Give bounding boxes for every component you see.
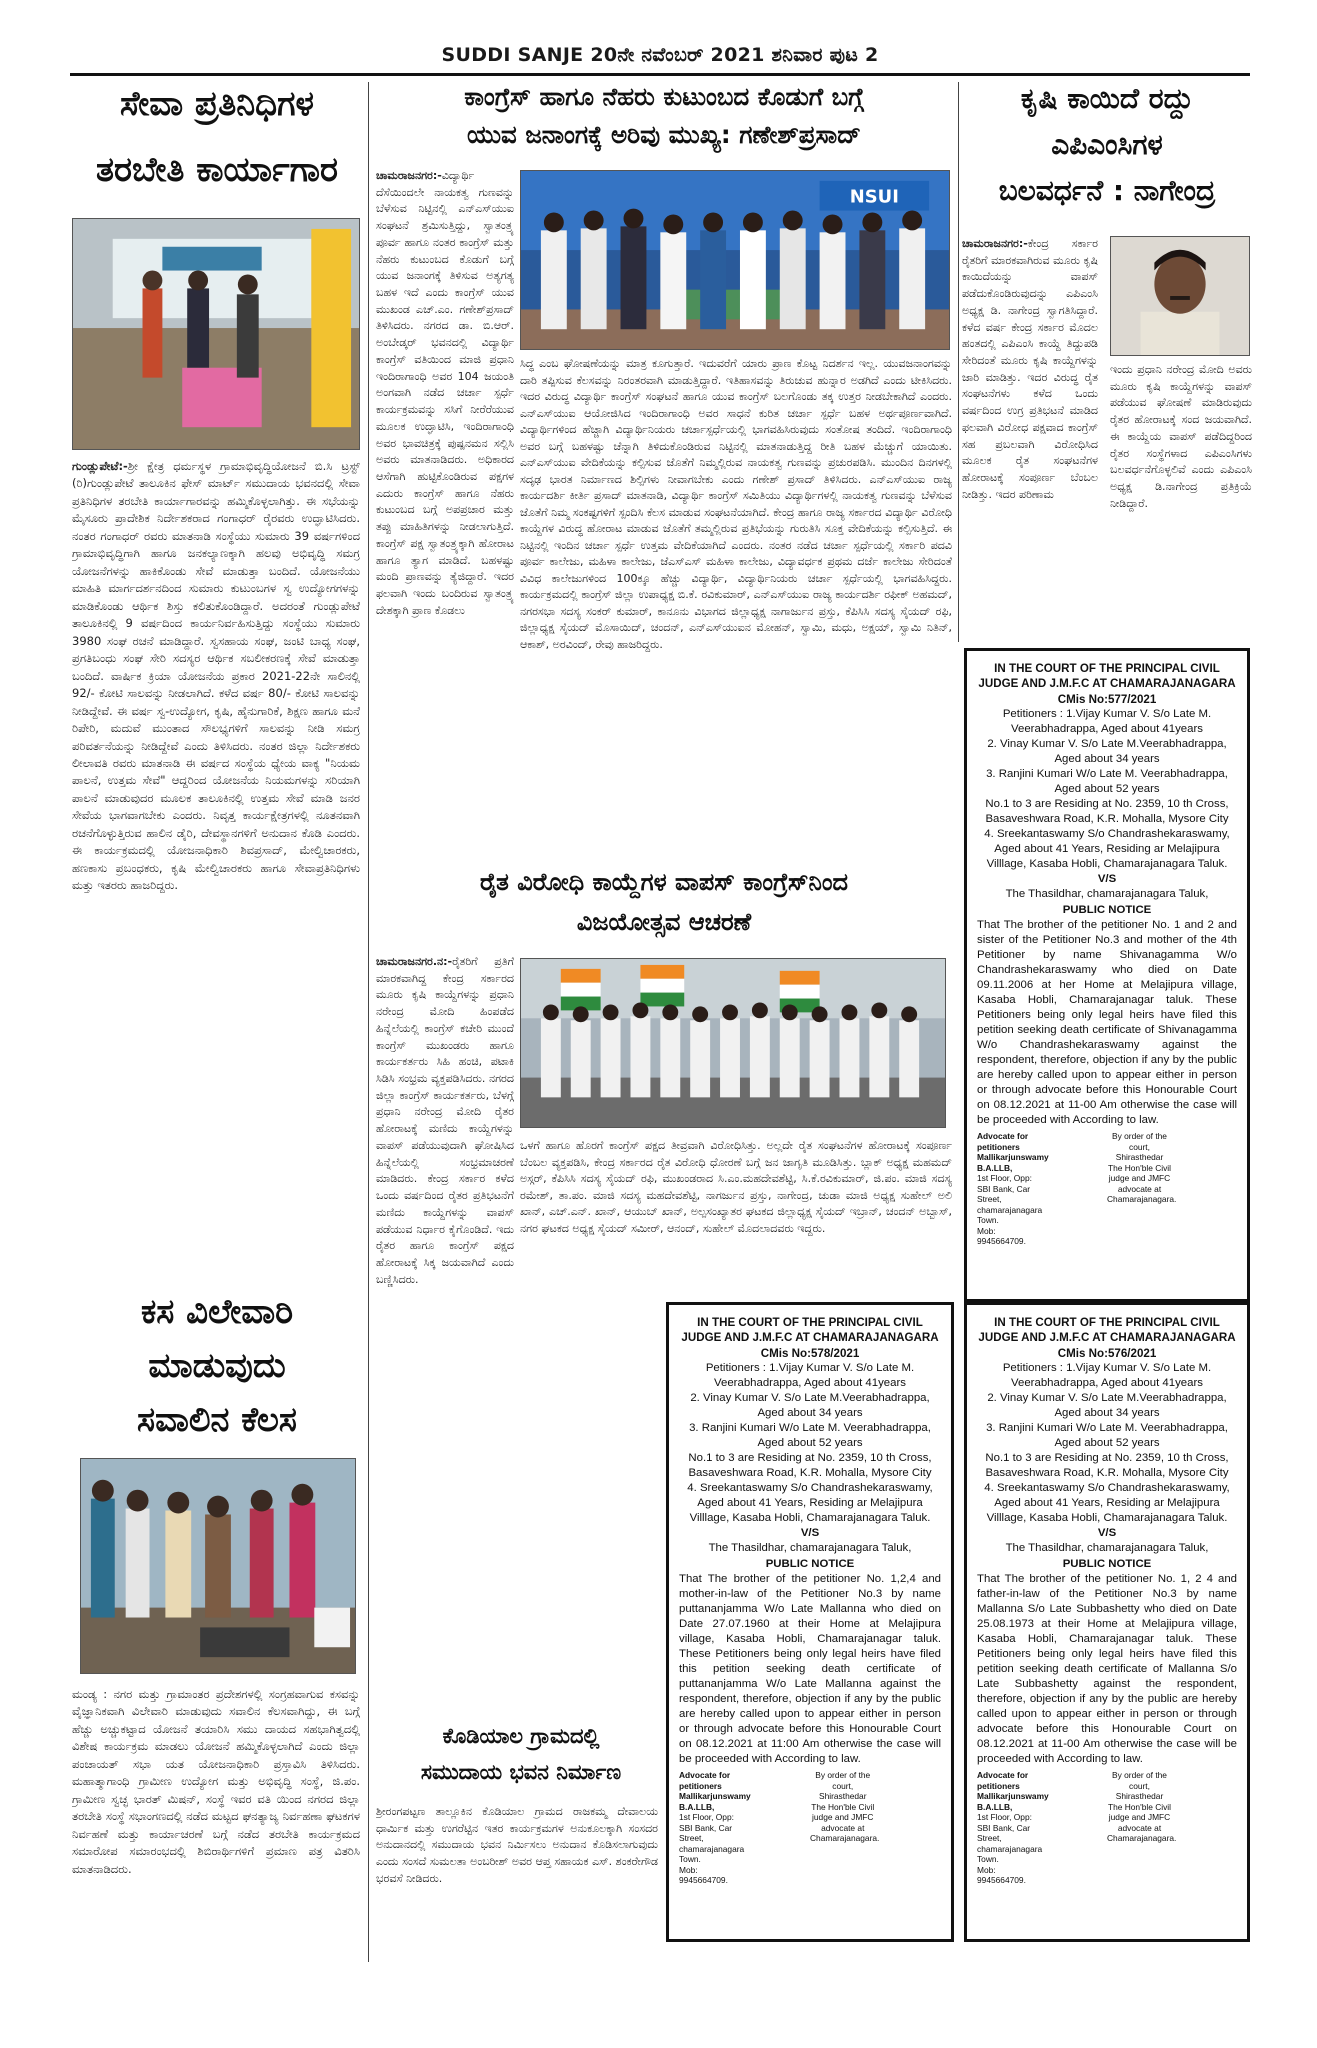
masthead-rule bbox=[70, 73, 1250, 76]
notice-petitioner-1: 1.Vijay Kumar V. S/o Late M. Veerabhadrappa, Aged about 41years bbox=[714, 1361, 915, 1389]
krishi-headline-line2: ಎಪಿಎಂಸಿಗಳ bbox=[1051, 128, 1163, 161]
kasa-photo bbox=[80, 1458, 356, 1674]
notice-petitioners-label: Petitioners : bbox=[1002, 707, 1063, 720]
notice-order-desc: The Hon'ble Civil judge and JMFC advocate at Chamarajanagara. bbox=[1107, 1801, 1177, 1844]
nsui-photo bbox=[520, 170, 950, 350]
notice-advocate-label: Advocate for petitioners bbox=[977, 1131, 1029, 1152]
kasa-body bbox=[72, 1686, 360, 1932]
notice-order-desc: The Hon'ble Civil judge and JMFC advocate at Chamarajanagara. bbox=[1107, 1162, 1177, 1205]
column-divider bbox=[368, 82, 369, 1962]
notice-case-number: CMis No:577/2021 bbox=[1057, 692, 1157, 706]
notice-order-label: By order of the court, bbox=[1112, 1770, 1167, 1791]
notice-address: No.1 to 3 are Residing at No. 2359, 10 th Cross, Basaveshwara Road, K.R. Mohalla, Mysore City bbox=[688, 1452, 932, 1480]
notice-advocate-name: Mallikarjunswamy B.A.LLB, bbox=[679, 1791, 751, 1812]
seva-dateline: ಗುಂಡ್ಲುಪೇಟೆ:- bbox=[72, 459, 128, 473]
notice-petitioner-2: 2. Vinay Kumar V. S/o Late M.Veerabhadrappa, Aged about 34 years bbox=[987, 1391, 1227, 1420]
raitha-headline-line1: ರೈತ ವಿರೋಧಿ ಕಾಯ್ದೆಗಳ ವಾಪಸ್ ಕಾಂಗ್ರೆಸ್‌ನಿಂದ bbox=[480, 868, 848, 896]
notice-respondent: The Thasildhar, chamarajanagara Taluk, bbox=[1005, 888, 1209, 901]
seva-headline-line2: ತರಬೇತಿ ಕಾರ್ಯಾಗಾರ bbox=[96, 150, 338, 190]
nagendra-portrait bbox=[1110, 236, 1250, 356]
notice-petitioner-4: 4. Sreekantaswamy S/o Chandrashekaraswamy, Aged about 41 Years, Residing ar Melajipura Villlage, Kasaba Hobli, Chamarajanagara Taluk. bbox=[984, 828, 1230, 871]
nsui-banner-text: NSUI bbox=[849, 186, 899, 208]
congress-headline-line1: ಕಾಂಗ್ರೆಸ್ ಹಾಗೂ ನೆಹರು ಕುಟುಂಬದ ಕೊಡುಗೆ ಬಗ್ಗೆ bbox=[464, 82, 864, 111]
notice-petitioner-2: 2. Vinay Kumar V. S/o Late M.Veerabhadrappa, Aged about 34 years bbox=[987, 737, 1227, 766]
kasa-body-text: ಮಂಡ್ಯ : ನಗರ ಮತ್ತು ಗ್ರಾಮಾಂತರ ಪ್ರದೇಶಗಳಲ್ಲಿ ಸಂಗ್ರಹವಾಗುವ ಕಸವನ್ನು ವೈಜ್ಞಾನಿಕವಾಗಿ ವಿಲೇವಾರಿ ಮಾಡುವುದು ಸವಾಲಿನ ಕೆಲಸವಾಗಿದ್ದು, ಈ ಬಗ್ಗೆ ಹೆಚ್ಚು ಅಚ್ಚುಕಟ್ಟಾದ ಯೋಜನೆ ತಯಾರಿಸಿ ಸಮು ದಾಯದ ಸಹಭಾಗಿತ್ವದಲ್ಲಿ ವಿಶೇಷ ಕಾರ್ಯಕ್ರಮ ಮಾಡಲು ಯೋಜನೆ ಹಮ್ಮಿಕೊಳ್ಳಲಾಗಿದೆ ಎಂದು ಜಿಲ್ಲಾ ಪಂಚಾಯತ್ ಸಭಾ ಯತ ಯೋಜನಾಧಿಕಾರಿ ಪ್ರಸ್ತಾವಿಸಿ ತಿಳಿಸಿದರು. ಮಹಾತ್ಮಾಗಾಂಧಿ ಗ್ರಾಮೀಣ ಉದ್ಯೋಗ ಮತ್ತು ಅಭಿವೃದ್ಧಿ ಸಂಸ್ಥೆ, ಜಿ.ಪಂ. ಗ್ರಾಮೀಣ ಸ್ವಚ್ಛ ಭಾರತ್ ಮಿಷನ್, ಸಂಸ್ಥೆ ಇವರ ವತಿ ಯಿಂದ ನಗರದ ಜಿಲ್ಲಾ ತರಬೇತಿ ಸಂಸ್ಥೆ ಸಭಾಂಗಣದಲ್ಲಿ ನಡೆದ ಮಟ್ಟದ ಘನತ್ಯಾಜ್ಯ ನಿರ್ವಹಣಾ ಘಟಕಗಳ ನಿರ್ವಹಣೆ ಮತ್ತು ಕಾರ್ಯಾಚರಣೆ ಬಗ್ಗೆ ನಡೆದ ತರಬೇತಿ ಕಾರ್ಯಕ್ರಮದ ಸಮಾರೋಪ ಸಮಾರಂಭದಲ್ಲಿ ಶಿಬಿರಾರ್ಥಿಗಳಿಗೆ ಪ್ರಮಾಣ ಪತ್ರ ವಿತರಿಸಿ ಮಾತನಾಡಿದರು. bbox=[72, 1687, 360, 1876]
notice-address: No.1 to 3 are Residing at No. 2359, 10 th Cross, Basaveshwara Road, K.R. Mohalla, Mysore City bbox=[985, 1452, 1229, 1480]
kasa-headline-line2: ಮಾಡುವುದು bbox=[148, 1346, 286, 1386]
public-notice-576 bbox=[964, 1302, 1250, 1942]
krishi-headline-line1: ಕೃಷಿ ಕಾಯಿದೆ ರದ್ದು bbox=[1020, 82, 1194, 115]
notice-order-name: Shirasthedar bbox=[1115, 1152, 1164, 1163]
notice-petitioner-3: 3. Ranjini Kumari W/o Late M. Veerabhadrappa, Aged about 52 years bbox=[689, 1422, 931, 1450]
public-notice-578 bbox=[666, 1302, 954, 1942]
notice-advocate-label: Advocate for petitioners bbox=[977, 1770, 1029, 1791]
notice-order-desc: The Hon'ble Civil judge and JMFC advocate at Chamarajanagara. bbox=[810, 1801, 880, 1844]
notice-advocate-mobile: Mob: 9945664709. bbox=[977, 1225, 1026, 1247]
notice-case-number: CMis No:576/2021 bbox=[1057, 1346, 1157, 1360]
notice-respondent: The Thasildhar, chamarajanagara Taluk, bbox=[708, 1542, 912, 1555]
notice-vs: V/S bbox=[1097, 873, 1117, 886]
notice-public-heading: PUBLIC NOTICE bbox=[765, 1557, 855, 1570]
krishi-headline-line3: ಬಲವರ್ಧನೆ : ನಾಗೇಂದ್ರ bbox=[998, 174, 1216, 207]
column-divider bbox=[958, 82, 959, 642]
seva-headline-line1: ಸೇವಾ ಪ್ರತಿನಿಧಿಗಳ bbox=[120, 84, 314, 124]
kodiyala-headline-line1: ಕೊಡಿಯಾಲ ಗ್ರಾಮದಲ್ಲಿ bbox=[442, 1724, 600, 1748]
krishi-body-col-text: ಕೇಂದ್ರ ಸರ್ಕಾರ ರೈತರಿಗೆ ಮಾರಕವಾಗಿರುವ ಮೂರು ಕೃಷಿ ಕಾಯಿದೆಯನ್ನು ವಾಪಸ್ ಪಡೆದುಕೊಂಡಿರುವುದನ್ನು ಎಪಿಎಂಸಿ ಅಧ್ಯಕ್ಷ ಡಿ. ನಾಗೇಂದ್ರ ಸ್ವಾಗತಿಸಿದ್ದಾರೆ. ಕಳೆದ ವರ್ಷ ಕೇಂದ್ರ ಸರ್ಕಾರ ಮೊದಲ ಹಂತದಲ್ಲಿ ಎಪಿಎಂಸಿ ಕಾಯ್ದೆ ತಿದ್ದುಪಡಿ ಸೇರಿದಂತೆ ಮೂರು ಕೃಷಿ ಕಾಯ್ದೆಗಳನ್ನು ಜಾರಿ ಮಾಡಿತ್ತು. ಇದರ ವಿರುದ್ಧ ರೈತ ಸಂಘಟನೆಗಳು ಕಳೆದ ಒಂದು ವರ್ಷದಿಂದ ಉಗ್ರ ಪ್ರತಿಭಟನೆ ಮಾಡಿದ ಫಲವಾಗಿ ವಿರೋಧ ಪಕ್ಷವಾದ ಕಾಂಗ್ರೆಸ್ ಸಹ ಪ್ರಬಲವಾಗಿ ವಿರೋಧಿಸಿದ ಮೂಲಕ ರೈತ ಸಂಘಟನೆಗಳ ಹೋರಾಟಕ್ಕೆ ಸಂಪೂರ್ಣ ಬೆಂಬಲ ನೀಡಿತ್ತು. ಇದರ ಪರಿಣಾಮ bbox=[962, 237, 1098, 501]
notice-address: No.1 to 3 are Residing at No. 2359, 10 th Cross, Basaveshwara Road, K.R. Mohalla, Mysore City bbox=[985, 798, 1229, 826]
notice-body: That The brother of the petitioner No. 1, 2 4 and father-in-law of the Petitioner No.3 by name Mallanna S/o Late Subbashetty who died on Date 25.08.1973 at their Home at Melajipura village, Kasaba Hobli, Chamarajanagar taluk. These Petitioners being only legal heirs have filed this petition seeking death certificate of Mallanna S/o Late Subbashetty against the respondent, therefore, objection if any by the public are hereby called upon to appear either in person or through advocate before this Honourable Court on 08.12.2021 at 11-00 Am otherwise the case will be proceeded with According to law. bbox=[977, 1572, 1237, 1766]
notice-petitioner-3: 3. Ranjini Kumari W/o Late M. Veerabhadrappa, Aged about 52 years bbox=[986, 768, 1228, 796]
notice-public-heading: PUBLIC NOTICE bbox=[1062, 903, 1152, 916]
krishi-dateline: ಚಾಮರಾಜನಗರ:- bbox=[962, 237, 1028, 250]
kodiyala-body bbox=[376, 1804, 658, 1932]
notice-body: That The brother of the petitioner No. 1 and 2 and sister of the Petitioner No.3 and mother of the 4th Petitioner by name Shivanagamma W/o Chandrashekaraswamy who died on Date 09.11.2006 at her Home at Melajipura village, Kasaba Hobli, Chamarajanagar taluk. These Petitioners being only legal heirs have filed this petition seeking death certificate of Shivanagamma W/o Chandrashekaraswamy against the respondent, therefore, objection if any by the public are hereby called upon to appear either in person or through advocate before this Honourable Court on 08.12.2021 at 11-00 Am otherwise the case will be proceeded with According to law. bbox=[977, 918, 1237, 1127]
raitha-body-col bbox=[376, 954, 514, 1674]
notice-order-name: Shirasthedar bbox=[1115, 1791, 1164, 1802]
notice-case-number: CMis No:578/2021 bbox=[760, 1346, 860, 1360]
notice-advocate-mobile: Mob: 9945664709. bbox=[679, 1864, 728, 1886]
notice-advocate-mobile: Mob: 9945664709. bbox=[977, 1864, 1026, 1886]
kasa-headline-line3: ಸವಾಲಿನ ಕೆಲಸ bbox=[137, 1400, 297, 1440]
krishi-body-side-text: ಇಂದು ಪ್ರಧಾನಿ ನರೇಂದ್ರ ಮೋದಿ ಅವರು ಮೂರು ಕೃಷಿ ಕಾಯ್ದೆಗಳನ್ನು ವಾಪಸ್ ಪಡೆಯುವ ಘೋಷಣೆ ಮಾಡಿರುವುದು ರೈತರ ಹೋರಾಟಕ್ಕೆ ಸಂದ ಜಯವಾಗಿದೆ. ಈ ಕಾಯ್ದೆಯ ವಾಪಸ್ ಪಡೆದಿದ್ದರಿಂದ ರೈತರ ಸಂಸ್ಥೆಗಳಾದ ಎಪಿಎಂಸಿಗಳು ಬಲವರ್ಧನೆಗೊಳ್ಳಲಿವೆ ಎಂದು ಎಪಿಎಂಸಿ ಅಧ್ಯಕ್ಷ ಡಿ.ನಾಗೇಂದ್ರ ಪ್ರತಿಕ್ರಿಯೆ ನೀಡಿದ್ದಾರೆ. bbox=[1110, 363, 1252, 510]
notice-public-heading: PUBLIC NOTICE bbox=[1062, 1557, 1152, 1570]
seva-photo bbox=[72, 218, 360, 450]
congress-body-wide bbox=[520, 356, 952, 896]
congress-headline-line2: ಯುವ ಜನಾಂಗಕ್ಕೆ ಅರಿವು ಮುಖ್ಯ: ಗಣೇಶ್‌ಪ್ರಸಾದ್ bbox=[467, 120, 861, 149]
notice-petitioner-4: 4. Sreekantaswamy S/o Chandrashekaraswamy, Aged about 41 Years, Residing ar Melajipura Villlage, Kasaba Hobli, Chamarajanagara Taluk. bbox=[984, 1482, 1230, 1525]
notice-vs: V/S bbox=[1097, 1527, 1117, 1540]
notice-advocate-name: Mallikarjunswamy B.A.LLB, bbox=[977, 1791, 1049, 1812]
notice-vs: V/S bbox=[800, 1527, 820, 1540]
notice-advocate-label: Advocate for petitioners bbox=[679, 1770, 731, 1791]
notice-order-label: By order of the court, bbox=[815, 1770, 871, 1791]
notice-court: IN THE COURT OF THE PRINCIPAL CIVIL JUDGE AND J.M.F.C AT CHAMARAJANAGARA bbox=[681, 1316, 939, 1345]
notice-advocate-address: 1st Floor, Opp: SBI Bank, Car Street, chamarajanagara Town. bbox=[977, 1173, 1043, 1226]
notice-petitioner-3: 3. Ranjini Kumari W/o Late M. Veerabhadrappa, Aged about 52 years bbox=[986, 1422, 1228, 1450]
kodiyala-body-text: ಶ್ರೀರಂಗಪಟ್ಟಣ ತಾಲ್ಲೂಕಿನ ಕೊಡಿಯಾಲ ಗ್ರಾಮದ ರಾಜಕಮ್ಮ ದೇವಾಲಯ ಧಾರ್ಮಿಕ ಮತ್ತು ಉಗರೆಟ್ಟಿನ ಇತರ ಕಾರ್ಯಕ್ರಮಗಳ ಅನುಕೂಲಕ್ಕಾಗಿ ಸಂಸದರ ಅನುದಾನದಲ್ಲಿ ಸಮುದಾಯ ಭವನ ನಿರ್ಮಿಸಲು ಅನುದಾನ ಕೊಡಿಸಲಾಗುವುದು ಎಂದು ಸಂಸದೆ ಸುಮಲತಾ ಅಂಬರೀಶ್ ಅವರ ಆಪ್ತ ಸಹಾಯಕ ಎಸ್. ಶಂಕರೇಗೌಡ ಭರವಸೆ ನೀಡಿದರು. bbox=[376, 1805, 658, 1885]
masthead: SUDDI SANJE 20ನೇ ನವೆಂಬರ್ 2021 ಶನಿವಾರ ಪುಟ 2 bbox=[441, 44, 879, 66]
notice-petitioner-1: 1.Vijay Kumar V. S/o Late M. Veerabhadrappa, Aged about 41years bbox=[1011, 707, 1212, 735]
notice-court: IN THE COURT OF THE PRINCIPAL CIVIL JUDGE AND J.M.F.C AT CHAMARAJANAGARA bbox=[978, 1316, 1236, 1345]
notice-body: That The brother of the petitioner No. 1,2,4 and mother-in-law of the Petitioner No.3 by name puttananjamma W/o Late Mallanna who died on Date 27.07.1960 at their Home at Melajipura village, Kasaba Hobli, Chamarajanagar taluk. These Petitioners being only legal heirs have filed this petition seeking death certificate of puttananjamma W/o Late Mallanna against the respondent, therefore, objection if any by the public are hereby called upon to appear either in person or through advocate before this Honourable Court on 08.12.2021 at 11:00 Am otherwise the case will be proceeded with According to law. bbox=[679, 1572, 941, 1766]
raitha-body-col-text: ರೈತರಿಗೆ ಪ್ರತಿಗೆ ಮಾರಕವಾಗಿದ್ದ ಕೇಂದ್ರ ಸರ್ಕಾರದ ಮೂರು ಕೃಷಿ ಕಾಯ್ದೆಗಳನ್ನು ಪ್ರಧಾನಿ ನರೇಂದ್ರ ಮೋದಿ ಹಿಂಪಡೆದ ಹಿನ್ನೆಲೆಯಲ್ಲಿ ಕಾಂಗ್ರೆಸ್ ಕಚೇರಿ ಮುಂದೆ ಕಾಂಗ್ರೆಸ್ ಮುಖಂಡರು ಹಾಗೂ ಕಾರ್ಯಕರ್ತರು ಸಿಹಿ ಹಂಚಿ, ಪಟಾಕಿ ಸಿಡಿಸಿ ಸಂಭ್ರಮ ವ್ಯಕ್ತಪಡಿಸಿದರು. ನಗರದ ಜಿಲ್ಲಾ ಕಾಂಗ್ರೆಸ್ ಕಾರ್ಯಕರ್ತರು, ಬೆಳಗ್ಗೆ ಪ್ರಧಾನಿ ನರೇಂದ್ರ ಮೋದಿ ರೈತರ ಹೋರಾಟಕ್ಕೆ ಮಣಿದು ಕಾಯ್ದೆಗಳನ್ನು ವಾಪಸ್ ಪಡೆಯುವುದಾಗಿ ಘೋಷಿಸಿದ ಹಿನ್ನೆಲೆಯಲ್ಲಿ ಸಂಭ್ರಮಾಚರಣೆ ಮಾಡಿದರು. ಕೇಂದ್ರ ಸರ್ಕಾರ ಕಳೆದ ಒಂದು ವರ್ಷದಿಂದ ರೈತರ ಪ್ರತಿಭಟನೆಗೆ ಮಣಿದು ಕಾಯ್ದೆಗಳನ್ನು ವಾಪಸ್ ಪಡೆಯುವ ನಿರ್ಧಾರ ಕೈಗೊಂಡಿದೆ. ಇದು ರೈತರ ಹಾಗೂ ಕಾಂಗ್ರೆಸ್ ಪಕ್ಷದ ಹೋರಾಟಕ್ಕೆ ಸಿಕ್ಕ ಜಯವಾಗಿದೆ ಎಂದು ಬಣ್ಣಿಸಿದರು. bbox=[376, 955, 514, 1286]
notice-advocate-name: Mallikarjunswamy B.A.LLB, bbox=[977, 1152, 1049, 1173]
notice-petitioner-1: 1.Vijay Kumar V. S/o Late M. Veerabhadrappa, Aged about 41years bbox=[1011, 1361, 1212, 1389]
raitha-photo bbox=[520, 958, 946, 1128]
notice-order-label: By order of the court, bbox=[1112, 1131, 1167, 1152]
public-notice-577 bbox=[964, 648, 1250, 1302]
congress-body-col-text: ವಿದ್ಯಾರ್ಥಿ ದೆಸೆಯಿಂದಲೇ ನಾಯಕತ್ವ ಗುಣವನ್ನು ಬೆಳೆಸುವ ನಿಟ್ಟಿನಲ್ಲಿ ಎನ್‌ಎಸ್‌ಯುಐ ಸಂಘಟನೆ ಶ್ರಮಿಸುತ್ತಿದ್ದು, ಸ್ವಾತಂತ್ರ್ಯ ಪೂರ್ವ ಹಾಗೂ ನಂತರ ಕಾಂಗ್ರೆಸ್ ಮತ್ತು ನೆಹರು ಕುಟುಂಬದ ಕೊಡುಗೆ ಬಗ್ಗೆ ಯುವ ಜನಾಂಗಕ್ಕೆ ತಿಳಿಸುವ ಅತ್ಯಗತ್ಯ ಬಹಳ ಇದೆ ಎಂದು ಕಾಂಗ್ರೆಸ್ ಯುವ ಮುಖಂಡ ಎಚ್.ಎಂ. ಗಣೇಶ್‌ಪ್ರಸಾದ್ ತಿಳಿಸಿದರು. ನಗರದ ಡಾ. ಬಿ.ಆರ್. ಅಂಬೇಡ್ಕರ್ ಭವನದಲ್ಲಿ ವಿದ್ಯಾರ್ಥಿ ಕಾಂಗ್ರೆಸ್ ವತಿಯಿಂದ ಮಾಜಿ ಪ್ರಧಾನಿ ಇಂದಿರಾಗಾಂಧಿ ಅವರ 104 ಜಯಂತಿ ಅಂಗವಾಗಿ ನಡೆದ ಚರ್ಚಾ ಸ್ಪರ್ಧೆ ಕಾರ್ಯಕ್ರಮವನ್ನು ಸಸಿಗೆ ನೀರೆರೆಯುವ ಮೂಲಕ ಉದ್ಘಾಟಿಸಿ, ಇಂದಿರಾಗಾಂಧಿ ಅವರ ಭಾವಚಿತ್ರಕ್ಕೆ ಪುಷ್ಪನಮನ ಸಲ್ಲಿಸಿ ಅವರು ಮಾತನಾಡಿದರು. ಅಧಿಕಾರದ ಆಸೆಗಾಗಿ ಹುಟ್ಟಿಕೊಂಡಿರುವ ಪಕ್ಷಗಳ ಎದುರು ಕಾಂಗ್ರೆಸ್ ಹಾಗೂ ನೆಹರು ಕುಟುಂಬದ ಬಗ್ಗೆ ಅಪಪ್ರಚಾರ ಮತ್ತು ತಪ್ಪು ಮಾಹಿತಿಗಳನ್ನು ನೀಡಲಾಗುತ್ತಿದೆ. ಕಾಂಗ್ರೆಸ್ ಪಕ್ಷ ಸ್ವಾತಂತ್ರ್ಯಕ್ಕಾಗಿ ಹೋರಾಟ ಹಾಗೂ ತ್ಯಾಗ ಮಾಡಿದೆ. ಬಹಳಷ್ಟು ಮಂದಿ ಪ್ರಾಣವನ್ನು ತ್ಯೆಜಿದ್ದಾರೆ. ಇದರ ಫಲವಾಗಿ ಇಂದು ಬಂದಿರುವ ಸ್ವಾತಂತ್ರ್ಯ ದೇಶಕ್ಕಾಗಿ ಪ್ರಾಣ ಕೊಡಲು bbox=[376, 169, 514, 617]
congress-dateline: ಚಾಮರಾಜನಗರ:- bbox=[376, 169, 442, 182]
notice-petitioner-4: 4. Sreekantaswamy S/o Chandrashekaraswamy, Aged about 41 Years, Residing ar Melajipura Villlage, Kasaba Hobli, Chamarajanagara Taluk. bbox=[687, 1482, 933, 1525]
congress-body-col bbox=[376, 168, 514, 908]
raitha-headline-line2: ವಿಜಯೋತ್ಸವ ಆಚರಣೆ bbox=[576, 908, 752, 936]
congress-body-wide-text: ಸಿದ್ಧ ಎಂಬ ಘೋಷಣೆಯನ್ನು ಮಾತ್ರ ಕೂಗುತ್ತಾರೆ. ಇದುವರೆಗೆ ಯಾರು ಪ್ರಾಣ ಕೊಟ್ಟ ನಿದರ್ಶನ ಇಲ್ಲ. ಯುವಜನಾಂಗವನ್ನು ದಾರಿ ತಪ್ಪಿಸುವ ಕೆಲಸವನ್ನು ನಿರಂತರವಾಗಿ ಮಾಡುತ್ತಿದ್ದಾರೆ. ಇತಿಹಾಸವನ್ನು ತಿರುಚುವ ಹುನ್ನಾರ ಅಡಗಿದೆ ಎಂದು ಟೀಕಿಸಿದರು. ಇದರ ವಿರುದ್ಧ ವಿದ್ಯಾರ್ಥಿ ಕಾಂಗ್ರೆಸ್ ಸಂಘಟನೆ ಹಾಗೂ ಯುವ ಕಾಂಗ್ರೆಸ್ ಬಲಗೊಂಡು ತಕ್ಕ ಉತ್ತರ ನೀಡಬೇಕಾಗಿದೆ ಎಂದರು. ಎನ್‌ಎಸ್‌ಯುಐ ಆಯೋಜಿಸಿದ ಇಂದಿರಾಗಾಂಧಿ ಅವರ ಸಾಧನೆ ಕುರಿತ ಚರ್ಚಾ ಸ್ಪರ್ಧೆ ಬಹಳ ಅರ್ಥಪೂರ್ಣವಾಗಿದೆ. ವಿದ್ಯಾರ್ಥಿಗಳಿಂದ ಹೆಚ್ಚಾಗಿ ವಿದ್ಯಾರ್ಥಿನಿಯರು ಚರ್ಚಾಸ್ಪರ್ಧೆಯಲ್ಲಿ ಭಾಗವಹಿಸಿರುವುದು ಸಂತೋಷ ತಂದಿದೆ. ಇಂದಿರಾಗಾಂಧಿ ಅವರ ಬಗ್ಗೆ ಬಹಳಷ್ಟು ಚೆನ್ನಾಗಿ ತಿಳಿದುಕೊಂಡಿರುವ ನಿಟ್ಟಿನಲ್ಲಿ ಮಾತನಾಡುತ್ತಿದ್ದ ರೀತಿ ಬಹಳ ಮೆಚ್ಚುಗೆ ಯಾಯಿತು. ಎನ್‌ಎಸ್‌ಯುಐ ವೇದಿಕೆಯನ್ನು ಕಲ್ಪಿಸುವ ಜೊತೆಗೆ ನಿಮ್ಮಲ್ಲಿರುವ ನಾಯಕತ್ವ ಗುಣವನ್ನು ಪ್ರಚುರಪಡಿಸಿ. ಮುಂದಿನ ದಿನಗಳಲ್ಲಿ ಸದೃಢ ಭಾರತ ನಿರ್ಮಾಣದ ಶಿಲ್ಪಿಗಳು ನೀವಾಗಬೇಕು ಎಂದು ಗಣೇಶ್ ಪ್ರಸಾದ್ ತಿಳಿಸಿದರು. ಎನ್‌ಎಸ್‌ಯುಐ ರಾಜ್ಯ ಕಾರ್ಯದರ್ಶಿ ಕೀರ್ತಿ ಪ್ರಸಾದ್ ಮಾತನಾಡಿ, ವಿದ್ಯಾರ್ಥಿ ಕಾಂಗ್ರೆಸ್ ಸಮಿತಿಯು ವಿದ್ಯಾರ್ಥಿಗಳಲ್ಲಿ ನಾಯಕತ್ವ ಗುಣವನ್ನು ಬೆಳೆಸುವ ಜೊತೆಗೆ ನಿಮ್ಮ ಸಂಕಷ್ಟಗಳಿಗೆ ಸ್ಪಂದಿಸಿ ಕೆಲಸ ಮಾಡುವ ಸಂಘಟನೆಯಾಗಿದೆ. ಕೇಂದ್ರ ಹಾಗೂ ರಾಜ್ಯ ಸರ್ಕಾರದ ವಿದ್ಯಾರ್ಥಿ ವಿರೋಧಿ ಕಾಯ್ದೆಗಳ ವಿರುದ್ಧ ಹೋರಾಟ ಮಾಡುವ ಜೊತೆಗೆ ತಮ್ಮಲ್ಲಿರುವ ಪ್ರತಿಭೆಯನ್ನು ಗುರುತಿಸಿ ಸೂಕ್ತ ವೇದಿಕೆಯನ್ನು ಕಲ್ಪಿಸುತ್ತಿದೆ. ಈ ನಿಟ್ಟಿನಲ್ಲಿ ಇಂದಿನ ಚರ್ಚಾ ಸ್ಪರ್ಧೆ ಉತ್ತಮ ವೇದಿಕೆಯಾಗಿದೆ ಎಂದರು. ನಂತರ ನಡೆದ ಚರ್ಚಾ ಸ್ಪರ್ಧೆಯಲ್ಲಿ ಸರ್ಕಾರಿ ಪದವಿ ಪೂರ್ವ ಕಾಲೇಜು, ಮಹಿಳಾ ಕಾಲೇಜು, ಜೆಎಸ್‌ಎಸ್ ಮಹಿಳಾ ಕಾಲೇಜು, ವಿದ್ಯಾವರ್ಧಕ ಪ್ರಥಮ ದರ್ಜೆ ಕಾಲೇಜು ಸೇರಿದಂತೆ ವಿವಿಧ ಕಾಲೇಜುಗಳಿಂದ 100ಕ್ಕೂ ಹೆಚ್ಚು ವಿದ್ಯಾರ್ಥಿ, ವಿದ್ಯಾರ್ಥಿನಿಯರು ಚರ್ಚಾ ಸ್ಪರ್ಧೆಯಲ್ಲಿ ಭಾಗವಹಿಸಿದ್ದರು. ಕಾರ್ಯಕ್ರಮದಲ್ಲಿ ಕಾಂಗ್ರೆಸ್ ಜಿಲ್ಲಾ ಉಪಾಧ್ಯಕ್ಷ ಬಿ.ಕೆ. ರವಿಕುಮಾರ್, ಎನ್‌ಎಸ್‌ಯುಐ ರಾಜ್ಯ ಕಾರ್ಯದರ್ಶಿ ರಫೀಕ್ ಅಹಮದ್, ನಗರಸಭಾ ಸದಸ್ಯ ಸಂಕರ್ ಕುಮಾರ್, ಕಾನೂನು ವಿಭಾಗದ ಜಿಲ್ಲಾಧ್ಯಕ್ಷ ನಾಗಾರ್ಜುನ ಪ್ರಸ್ತು, ಕೆಪಿಸಿಸಿ ಸದಸ್ಯ ಸೈಯದ್ ರಫಿ, ಜಿಲ್ಲಾಧ್ಯಕ್ಷ ಸೈಯದ್ ಮೊಸಾಯಿದ್, ಚಂದನ್, ಎನ್‌ಎಸ್‌ಯುಐನ ಮೋಹನ್, ಸ್ವಾಮಿ, ಮಧು, ಅಕ್ಷಯ್, ಸ್ವಾಮಿ ನಿತಿನ್, ಆಕಾಶ್, ಅರವಿಂದ್, ರೇವು ಹಾಜರಿದ್ದರು. bbox=[520, 357, 952, 651]
krishi-body-side bbox=[1110, 362, 1252, 636]
kodiyala-headline-line2: ಸಮುದಾಯ ಭವನ ನಿರ್ಮಾಣ bbox=[420, 1760, 622, 1784]
notice-petitioner-2: 2. Vinay Kumar V. S/o Late M.Veerabhadrappa, Aged about 34 years bbox=[690, 1391, 930, 1420]
notice-petitioners-label: Petitioners : bbox=[1002, 1361, 1063, 1374]
seva-body-text: ಶ್ರೀ ಕ್ಷೇತ್ರ ಧರ್ಮಸ್ಥಳ ಗ್ರಾಮಾಭಿವೃದ್ಧಿಯೋಜನೆ ಬಿ.ಸಿ ಟ್ರಸ್ಟ್ (ರಿ)ಗುಂಡ್ಲುಪೇಟೆ ತಾಲೂಕಿನ ಫೇಸ್ ಮಾರ್ಟ್ ಸಮುದಾಯ ಭವನದಲ್ಲಿ ಸೇವಾ ಪ್ರತಿನಿಧಿಗಳ ತರಬೇತಿ ಕಾರ್ಯಾಗಾರವನ್ನು ಹಮ್ಮಿಕೊಳ್ಳಲಾಗಿತ್ತು. ಈ ಸಭೆಯನ್ನು ಮೈಸೂರು ಪ್ರಾದೇಶಿಕ ನಿರ್ದೇಶಕರಾದ ಗಂಗಾಧರ್ ರೈರವರು ಉದ್ಘಾಟಿಸಿದರು. ನಂತರ ಗಂಗಾಧರ್ ರವರು ಮಾತನಾಡಿ ಸಂಸ್ಥೆಯು ಸುಮಾರು 39 ವರ್ಷಗಳಿಂದ ಗ್ರಾಮಾಭಿವೃದ್ಧಿಗಾಗಿ ಹಾಗೂ ಜನಕಲ್ಯಾಣಕ್ಕಾಗಿ ಹಲವು ಅಭಿವೃದ್ಧಿ ಸಮಗ್ರ ಯೋಜನೆಗಳನ್ನು ಹಾಕಿಕೊಂಡು ಸೇವೆ ಮಾಡುತ್ತಾ ಬಂದಿದೆ. ಯೋಜನೆಯು ಮಾಹಿತಿ ಮಾರ್ಗದರ್ಶನದಿಂದ ಸುಮಾರು ಕುಟುಂಬಗಳ ಸ್ವ ಉದ್ಯೋಗಗಳನ್ನು ಮಾಡಿಕೊಂಡು ಆರ್ಥಿಕ ಶಿಸ್ತು ಕಲಿತುಕೊಂಡಿದ್ದಾರೆ. ಅದರಂತೆ ಗುಂಡ್ಲುಪೇಟೆ ತಾಲೂಕಿನಲ್ಲಿ 9 ವರ್ಷದಿಂದ ಕಾರ್ಯನಿರ್ವಹಿಸುತ್ತಿದ್ದು ಸಂಸ್ಥೆಯು ಸುಮಾರು 3980 ಸಂಘ ರಚನೆ ಮಾಡಿದ್ದಾರೆ. ಸ್ವಸಹಾಯ ಸಂಘ, ಜಂಟಿ ಬಾಧ್ಯ ಸಂಘ, ಪ್ರಗತಿಬಂಧು ಸಂಘ ಸೇರಿ ಸದಸ್ಯರ ಆರ್ಥಿಕ ಸಬಲೀಕರಣಕ್ಕೆ ಸೇವೆ ಮಾಡುತ್ತಾ ಬಂದಿದೆ. ವಾರ್ಷಿಕ ಕ್ರಿಯಾ ಯೋಜನೆಯ ಪ್ರಕಾರ 2021-22ನೇ ಸಾಲಿನಲ್ಲಿ 92/- ಕೋಟಿ ಸಾಲವನ್ನು ನೀಡಲಾಗಿದೆ. ಕಳೆದ ವರ್ಷ 80/- ಕೋಟಿ ಸಾಲವನ್ನು ನೀಡಿದ್ದೇವೆ. ಈ ವರ್ಷ ಸ್ವ-ಉದ್ಯೋಗ, ಕೃಷಿ, ಹೈನುಗಾರಿಕೆ, ಶಿಕ್ಷಣ ಹಾಗೂ ಮನೆ ರಿಪೇರಿ, ಮದುವೆ ಮುಂತಾದ ಸೌಲಭ್ಯಗಳಿಗೆ ಸಾಲವನ್ನು ನೀಡಿ ಸಮಗ್ರ ಪರಿವರ್ತನೆಯನ್ನು ನೀಡಿದ್ದೇವೆ ಎಂದು ತಿಳಿಸಿದರು. ನಂತರ ಜಿಲ್ಲಾ ನಿರ್ದೇಶಕರು ಲೀಲಾವತಿ ರವರು ಮಾತನಾಡಿ ಈ ವರ್ಷದ ಸಂಸ್ಥೆಯ ಧ್ಯೇಯ ವಾಕ್ಯ "ನಿಯಮ ಪಾಲನೆ, ಉತ್ತಮ ಸೇವೆ" ಆದ್ದರಿಂದ ಯೋಜನೆಯ ನಿಯಮಗಳನ್ನು ಸರಿಯಾಗಿ ಪಾಲನೆ ಮಾಡುವುದರ ಮೂಲಕ ತಾಲೂಕಿನಲ್ಲಿ ಉತ್ತಮ ಸೇವೆ ಮಾಡಿ ಜನರ ಸೇವೆಯ ಭಾಗವಾಗಬೇಕು ಎಂದರು. ನಿವೃತ್ತ ಕಾರ್ಯಕ್ಷೇತ್ರಗಳಲ್ಲಿ ನೂತನವಾಗಿ ರಚನೆಗೊಳ್ಳುತ್ತಿರುವ ಹಾಲಿನ ಡೈರಿ, ದೇವಸ್ಥಾನಗಳಿಗೆ ಅನುದಾನ ಕೊಡಿ ಎಂದರು. ಈ ಕಾರ್ಯಕ್ರಮದಲ್ಲಿ ಯೋಜನಾಧಿಕಾರಿ ಶಿವಪ್ರಸಾದ್, ಮೇಲ್ವಿಚಾರಕರು, ಹಣಕಾಸು ಪ್ರಬಂಧಕರು, ಕೃಷಿ ಮೇಲ್ವಿಚಾರಕರು ಹಾಗೂ ಸೇವಾಪ್ರತಿನಿಧಿಗಳು ಮತ್ತು ಇತರರು ಹಾಜರಿದ್ದರು. bbox=[72, 459, 360, 893]
seva-body bbox=[72, 458, 360, 1270]
notice-order-name: Shirasthedar bbox=[819, 1791, 867, 1802]
notice-advocate-address: 1st Floor, Opp: SBI Bank, Car Street, chamarajanagara Town. bbox=[977, 1812, 1043, 1865]
notice-petitioners-label: Petitioners : bbox=[705, 1361, 766, 1374]
raitha-body-wide bbox=[520, 1138, 952, 1286]
raitha-dateline: ಚಾಮರಾಜನಗರ.ನ:- bbox=[376, 955, 453, 968]
raitha-body-wide-text: ಒಳಗೆ ಹಾಗೂ ಹೊರಗೆ ಕಾಂಗ್ರೆಸ್ ಪಕ್ಷದ ತೀವ್ರವಾಗಿ ವಿರೋಧಿಸಿತ್ತು. ಅಲ್ಲದೇ ರೈತ ಸಂಘಟನೆಗಳ ಹೋರಾಟಕ್ಕೆ ಸಂಪೂರ್ಣ ಬೆಂಬಲ ವ್ಯಕ್ತಪಡಿಸಿ, ಕೇಂದ್ರ ಸರ್ಕಾರದ ರೈತ ವಿರೋಧಿ ಧೋರಣೆ ಬಗ್ಗೆ ಜನ ಜಾಗೃತಿ ಮೂಡಿಸಿತ್ತು. ಬ್ಲಾಕ್ ಅಧ್ಯಕ್ಷ ಮಹಮದ್ ಅಸ್ಗರ್, ಕೆಪಿಸಿಸಿ ಸದಸ್ಯ ಸೈಯದ್ ರಫಿ, ಮುಖಂಡರಾದ ಸಿ.ಎಂ.ಮಹದೇವಶೆಟ್ಟಿ, ಸಿ.ಕೆ.ರವಿಕುಮಾರ್, ಜಿ.ಪಂ. ಮಾಜಿ ಸದಸ್ಯ ರಮೇಶ್, ತಾ.ಪಂ. ಮಾಜಿ ಸದಸ್ಯ ಮಹದೇವಶೆಟ್ಟಿ, ನಾಗರ್ಜುನ ಪ್ರಸ್ತು, ನಾಗೇಂದ್ರ, ಚುಡಾ ಮಾಜಿ ಅಧ್ಯಕ್ಷ ಸುಹೇಲ್ ಅಲಿ ಖಾನ್, ಎಚ್.ಎನ್. ಖಾನ್, ಆಯುಬ್ ಖಾನ್, ಅಲ್ಪಸಂಖ್ಯಾತರ ಘಟಕದ ಜಿಲ್ಲಾಧ್ಯಕ್ಷ ಸೈಯದ್ ಇಬ್ರಾನ್, ಚಂದನ್ ಅಬ್ಬಾಸ್, ನಗರ ಘಟಕದ ಅಧ್ಯಕ್ಷ ಸೈಯದ್ ಸಮೀರ್, ಆನಂದ್, ಸುಹೇಲ್ ಮೊದಲಾದವರು ಇದ್ದರು. bbox=[520, 1139, 952, 1235]
notice-court: IN THE COURT OF THE PRINCIPAL CIVIL JUDGE AND J.M.F.C AT CHAMARAJANAGARA bbox=[978, 662, 1236, 691]
notice-respondent: The Thasildhar, chamarajanagara Taluk, bbox=[1005, 1542, 1209, 1555]
kasa-headline-line1: ಕಸ ವಿಲೇವಾರಿ bbox=[140, 1292, 294, 1332]
krishi-body-col bbox=[962, 236, 1098, 636]
notice-advocate-address: 1st Floor, Opp: SBI Bank, Car Street, chamarajanagara Town. bbox=[679, 1812, 745, 1865]
